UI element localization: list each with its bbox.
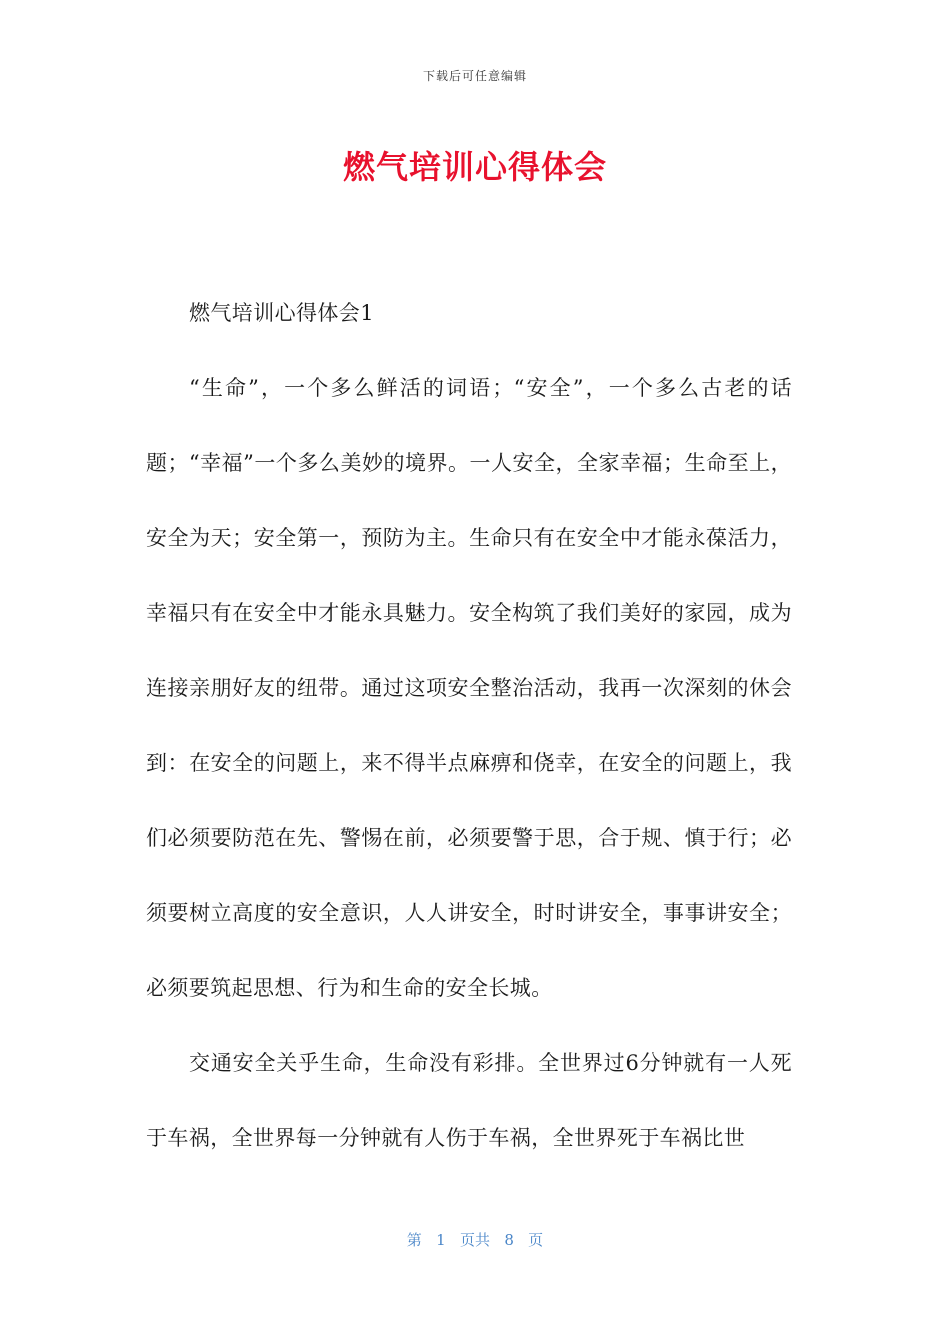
- footer-total-pages: 8: [504, 1231, 514, 1249]
- footer-prefix: 第: [406, 1231, 422, 1249]
- section-heading: 燃气培训心得体会1: [189, 301, 374, 325]
- footer-suffix: 页: [528, 1231, 544, 1249]
- body-paragraph: 交通安全关乎生命，生命没有彩排。全世界过6分钟就有一人死于车祸，全世界每一分钟就有人伤于车祸，全世界死于车祸比世: [146, 1051, 792, 1150]
- footer-middle: 页共: [459, 1231, 490, 1249]
- body-paragraph: “生命”，一个多么鲜活的词语；“安全”，一个多么古老的话题；“幸福”一个多么美妙的境界。一人安全，全家幸福；生命至上，安全为天；安全第一，预防为主。生命只有在安全中才能永葆活力，幸福只有在安全中才能永具魅力。安全构筑了我们美好的家园，成为连接亲朋好友的纽带。通过这项安全整治活动，我再一次深刻的休会到：在安全的问题上，来不得半点麻痹和侥幸，在安全的问题上，我们必须要防范在先、警惕在前，必须要警于思，合于规、慎于行；必须要树立高度的安全意识，人人讲安全，时时讲安全，事事讲安全；必须要筑起思想、行为和生命的安全长城。: [146, 376, 792, 1000]
- document-body: [146, 276, 792, 1176]
- header-note: 下载后可任意编辑: [422, 69, 527, 83]
- footer-page-number: 1: [436, 1231, 446, 1249]
- page-footer: [0, 1229, 950, 1250]
- document-title: 燃气培训心得体会: [342, 148, 607, 186]
